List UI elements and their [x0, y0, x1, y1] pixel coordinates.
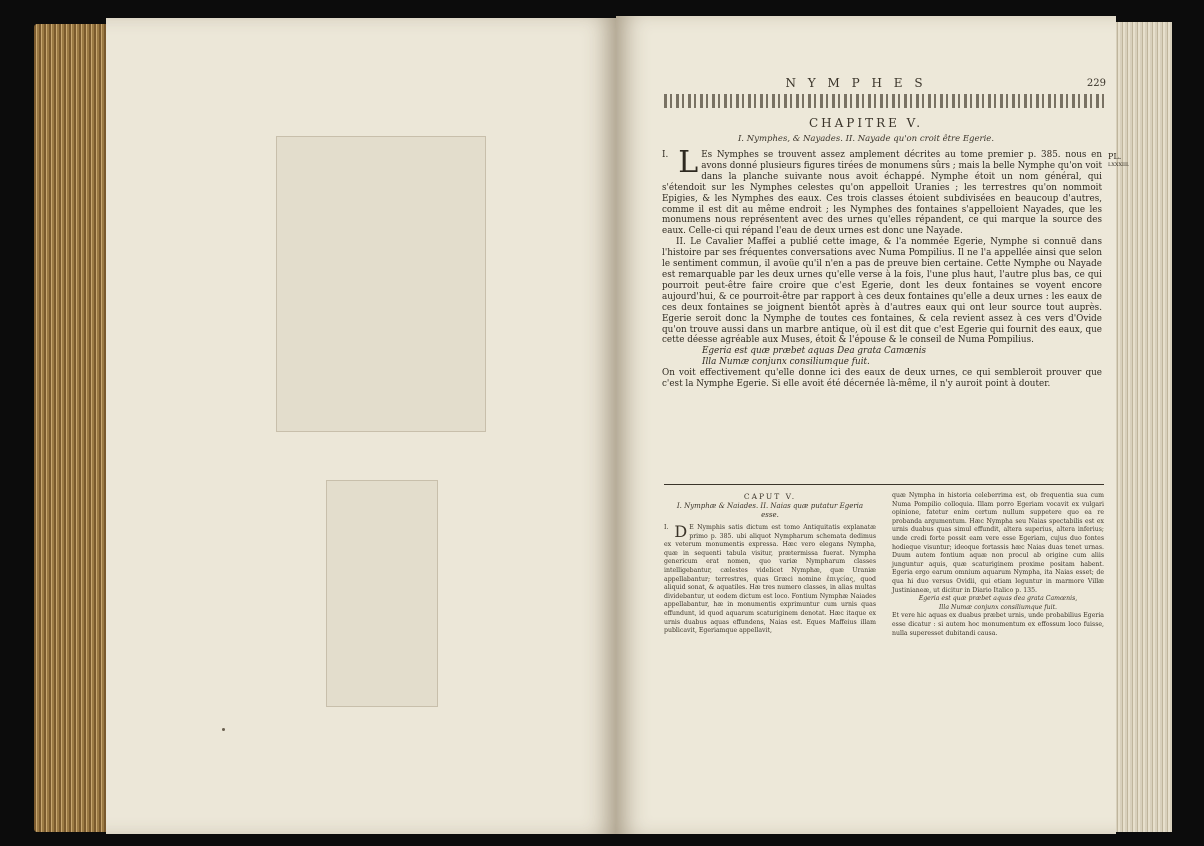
verse-line-1: Egeria est quæ præbet aquas Dea grata Camœnis [702, 346, 927, 357]
verse-line-2: Illa Numæ conjunx consiliumque fuit. [702, 357, 870, 368]
latin-col2-text: quæ Nympha in historia celeberrima est, ob frequentia sua cum Numa Pompilio colloquia. Illam porro Egeriam vocavit ex vulgari opinione, fatetur enim certum nullum suppetere quo ea re probanda argumentum. Hæc Nympha seu Naias spectabilis est ex urnis duabus quas simul effundit, altera superius, altera inferius; unde credi forte possit eam vere esse Egeriam, cujus duo fontes hodieque visuntur; ideoque fortassis hæc Naias duas tenet urnas. Duum autem fontium aquæ non procul ab origine cum aliis junguntur aquis, quæ scaturiginem proxime positam habent. Egeria ergo earum omnium aquarum Nympha, ita Naias esset; de qua hi duo versus Ovidii, qui etiam leguntur in marmore Villæ Justinianeæ, ut dicitur in Diario Italico p. 135. [892, 492, 1104, 594]
bleed-through-plate-lower [326, 480, 438, 707]
paragraph-1 [662, 145, 1102, 237]
latin-paragraph-1 [664, 524, 876, 636]
chapter-subtitle: I. Nymphes, & Nayades. II. Nayade qu'on croit être Egerie. [737, 134, 995, 144]
margin-note [1108, 152, 1128, 170]
dropcap-letter: L [678, 145, 699, 180]
chapter-title: CHAPITRE V. [808, 116, 924, 130]
bleed-through-plate [276, 136, 486, 432]
page-dot [222, 728, 225, 731]
book-edge-right [1110, 22, 1172, 832]
margin-note-pl: PL. [1108, 152, 1122, 161]
french-text-block [662, 145, 1102, 390]
latin-column-left [664, 492, 876, 636]
margin-note-plate: LXXXIII. [1108, 162, 1130, 168]
running-head: N Y M P H E S [785, 76, 927, 90]
latin-column-right [892, 492, 1104, 638]
left-page-blank [106, 18, 616, 834]
latin-col1-text: E Nymphis satis dictum est tomo Antiquitatis explanatæ primo p. 385. ubi aliquot Nympharum schemata dedimus ex veterum monumentis expressa. Hæc vero elegans Nympha, quæ in sequenti tabula visitur, prætermissa fuerat. Nympha genericum erat nomen, quo variæ Nympharum classes intelligebantur, cælestes videlicet Nymphæ, quæ Uraniæ appellabantur; terrestres, quas Græci nomine ἐπιγείας, quod aliquid sonat, & aquatiles. Hæ tres numero classes, in alias multas dividebantur, ut eodem dictum est loco. Fontium Nymphæ Naiades appellabantur, hæ in monumentis exprimuntur cum urnis quas effundunt, id quod aquarum scaturiginem denotat. Hæc itaque ex urnis duabus aquas effundens, Naias est. Eques Maffeius illam publicavit, Egeriamque appellavit, [664, 524, 876, 635]
latin-title: CAPUT V. [743, 492, 797, 501]
latin-verse-2: Illa Numæ conjunx consiliumque fuit. [938, 603, 1058, 611]
paragraph-3: On voit effectivement qu'elle donne ici des eaux de deux urnes, ce qui sembleroit prouver que c'est la Nymphe Egerie. Si elle avoit été décernée là-même, il n'y auroit point à douter. [662, 368, 1102, 390]
open-book-scan [20, 8, 1180, 838]
paragraph-2: II. Le Cavalier Maffei a publié cette image, & l'a nommée Egerie, Nymphe si connuë dans l'histoire par ses fréquentes conversations avec Numa Pompilius. Il ne l'a appellée ainsi que selon le sentiment commun, il avoüe qu'il n'en a pas de preuve bien certaine. Cette Nymphe ou Nayade est remarquable par les deux urnes qu'elle verse à la fois, l'une plus haut, l'autre plus bas, ce qui pourroit peut-être faire croire que c'est Egerie, dont les deux fontaines se voyent encore aujourd'hui, & ce pourroit-être par rapport à ces deux fontaines qu'elle a deux urnes : les eaux de ces deux fontaines se joignent bientôt après à d'autres eaux qui ont leur source tout auprès. Egerie seroit donc la Nymphe de toutes ces fontaines, & cela revient assez à ces vers d'Ovide qu'on trouve aussi dans un marbre antique, où il est dit que c'est Egerie qui fournit des eaux, que cette déesse agréable aux Muses, étoit & l'épouse & le conseil de Numa Pompilius. [662, 237, 1102, 346]
decorative-ornament-band [664, 94, 1104, 108]
right-page [616, 16, 1130, 834]
section-rule [664, 484, 1104, 485]
paragraph-number: I. [662, 150, 669, 160]
latin-paragraph-number: I. [664, 524, 669, 531]
latin-verse-1: Egeria est quæ præbet aquas dea grata Camœnis, [918, 595, 1078, 603]
paragraph-1-text: Es Nymphes se trouvent assez amplement décrites au tome premier p. 385. nous en avons donné plusieurs figures tirées de monumens sûrs ; mais la belle Nymphe qu'on voit dans la planche suivante nous avoit échappé. Nymphe étoit un nom général, qui s'étendoit sur les Nymphes celestes qu'on appelloit Uranies ; les terrestres qu'on nommoit Epigies, & les Nymphes des eaux. Ces trois classes étoient subdivisées en beaucoup d'autres, comme il est dit au même endroit ; les Nymphes des fontaines s'appelloient Nayades, que les monumens nous représentent avec des urnes qu'elles répandent, ce qui marque la source des eaux. Celle-ci qui répand l'eau de deux urnes est donc une Nayade. [662, 150, 1102, 237]
latin-dropcap: D [674, 522, 688, 541]
latin-col2-text-end: Et vere hic aquas ex duabus præbet urnis, unde probabilius Egeria esse dicatur : si autem hoc monumentum ex effossum loco fuisse, nulla superesset dubitandi causa. [892, 612, 1104, 637]
page-number: 229 [1086, 78, 1106, 89]
latin-subtitle: I. Nymphæ & Naiades. II. Naias quæ putatur Egeria esse. [676, 502, 864, 519]
